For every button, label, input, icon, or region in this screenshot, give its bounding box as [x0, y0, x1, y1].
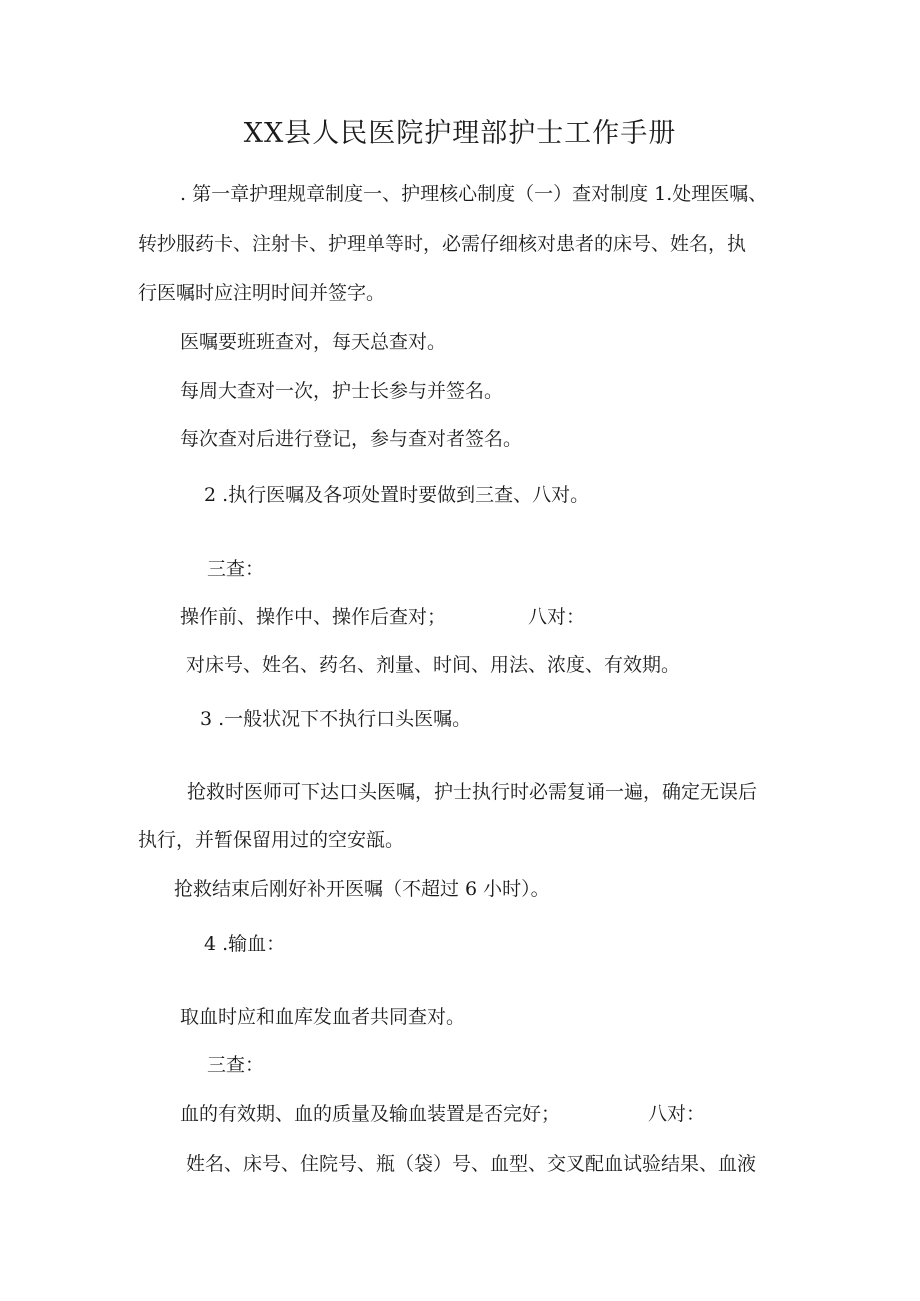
paragraph-4: 每次查对后进行登记，参与查对者签名。 [180, 428, 523, 450]
eight-checks-label-1: 八对： [528, 606, 586, 628]
eight-checks-text-2: 姓名、床号、住院号、瓶（袋）号、血型、交叉配血试验结果、血液 [186, 1153, 757, 1175]
paragraph-5-line-1: 抢救时医师可下达口头医嘱，护士执行时必需复诵一遍，确定无误后 [187, 781, 758, 803]
eight-checks-label-2: 八对： [648, 1103, 706, 1125]
three-checks-text-2: 血的有效期、血的质量及输血装置是否完好； [180, 1103, 561, 1125]
three-checks-label-1: 三查： [207, 558, 265, 580]
paragraph-1-line-2: 转抄服药卡、注射卡、护理单等时，必需仔细核对患者的床号、姓名，执 [138, 233, 747, 255]
paragraph-7: 取血时应和血库发血者共同查对。 [180, 1006, 466, 1028]
paragraph-1-line-3: 行医嘱时应注明时间并签字。 [138, 282, 386, 304]
three-checks-text-1: 操作前、操作中、操作后查对； [180, 606, 447, 628]
three-checks-label-2: 三查： [207, 1054, 265, 1076]
paragraph-2: 医嘱要班班查对，每天总查对。 [180, 331, 447, 353]
paragraph-3: 每周大查对一次，护士长参与并签名。 [180, 380, 504, 402]
paragraph-1-line-1: . 第一章护理规章制度一、护理核心制度（一）查对制度 1.处理医嘱、 [180, 183, 768, 205]
item-2-heading: 2 .执行医嘱及各项处置时要做到三查、八对。 [204, 484, 590, 506]
eight-checks-text-1: 对床号、姓名、药名、剂量、时间、用法、浓度、有效期。 [186, 654, 681, 676]
item-4-heading: 4 .输血： [204, 933, 286, 955]
document-title: XX县人民医院护理部护士工作手册 [243, 118, 677, 149]
paragraph-5-line-2: 执行，并暂保留用过的空安瓿。 [138, 829, 405, 851]
paragraph-6: 抢救结束后刚好补开医嘱（不超过 6 小时）。 [174, 878, 550, 900]
item-3-heading: 3 .一般状况下不执行口头医嘱。 [200, 708, 472, 730]
